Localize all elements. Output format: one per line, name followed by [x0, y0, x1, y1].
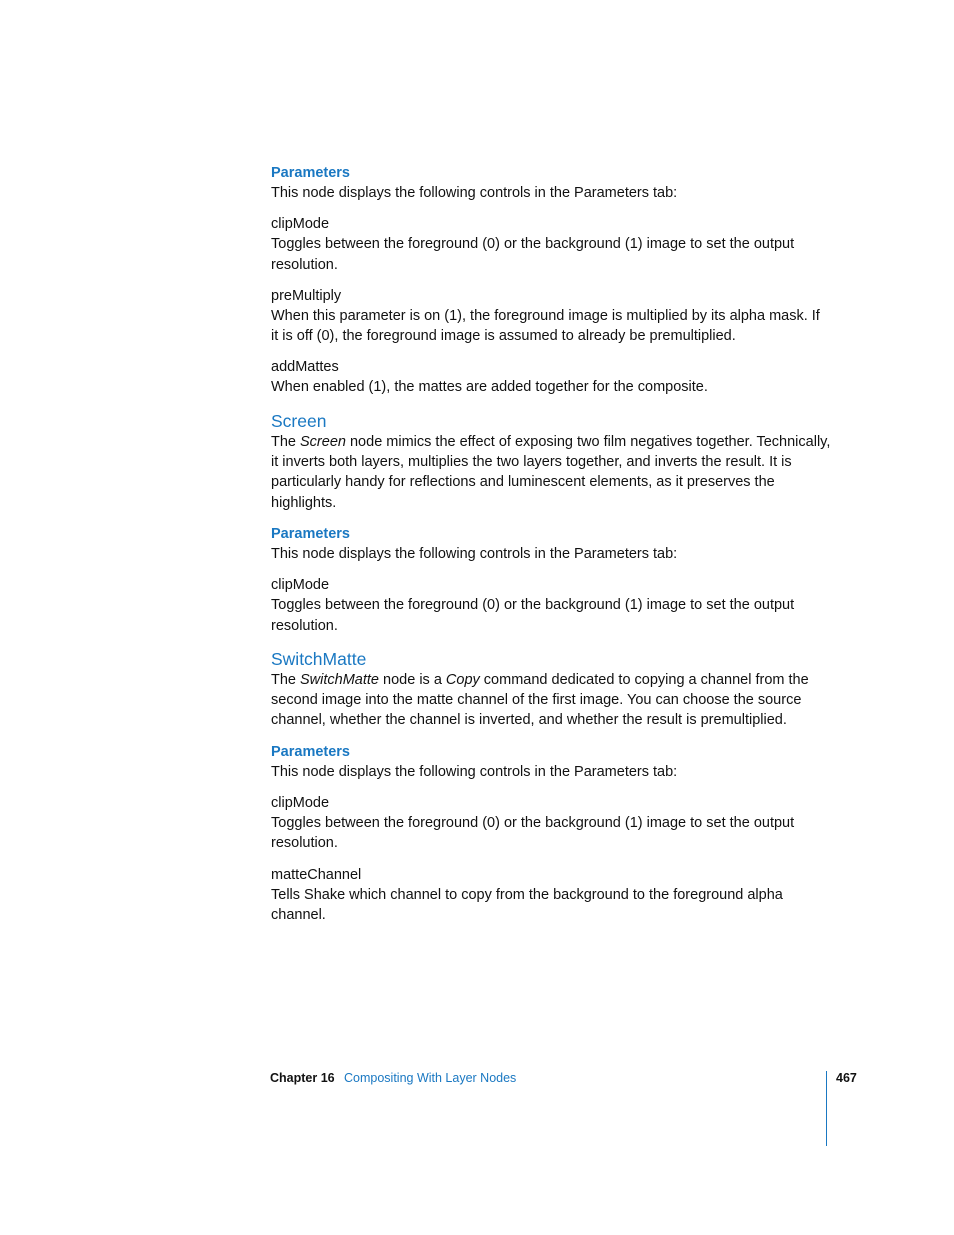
section-heading-switchmatte: SwitchMatte	[271, 648, 367, 669]
footer-chapter-label: Chapter 16	[270, 1071, 335, 1085]
parameter-name: preMultiply	[271, 287, 342, 304]
parameter-name: matteChannel	[271, 866, 362, 883]
paragraph: Tells Shake which channel to copy from the background to the foreground alpha channel.	[271, 886, 783, 923]
paragraph: Toggles between the foreground (0) or the background (1) image to set the output resolution.	[271, 815, 795, 852]
subheading-parameters: Parameters	[271, 525, 350, 542]
parameter-name: clipMode	[271, 216, 330, 233]
paragraph: This node displays the following controls in the Parameters tab:	[271, 545, 678, 562]
section-heading-screen: Screen	[271, 410, 327, 431]
paragraph: This node displays the following controls in the Parameters tab:	[271, 763, 678, 780]
paragraph: The SwitchMatte node is a Copy command dedicated to copying a channel from the second image into the matte channel of the first image. You can choose the source channel, whether the channel is inverted, and whether the result is premultiplied.	[271, 671, 809, 729]
parameter-name: clipMode	[271, 577, 330, 594]
paragraph: When enabled (1), the mattes are added together for the composite.	[271, 379, 708, 396]
subheading-parameters: Parameters	[271, 165, 350, 181]
subheading-parameters: Parameters	[271, 743, 350, 760]
paragraph: This node displays the following controls in the Parameters tab:	[271, 185, 678, 201]
paragraph: Toggles between the foreground (0) or the background (1) image to set the output resolution.	[271, 597, 795, 634]
footer-chapter-title: Compositing With Layer Nodes	[344, 1071, 517, 1085]
parameter-name: clipMode	[271, 795, 330, 812]
page-number: 467	[836, 1071, 857, 1085]
page-content	[271, 163, 831, 925]
parameter-name: addMattes	[271, 359, 339, 376]
paragraph: The Screen node mimics the effect of exposing two film negatives together. Technically, it inverts both layers, multiplies the two layers together, and inverts the result. It is particularly handy for reflections and luminescent elements, as it preserves the highlights.	[271, 433, 831, 511]
paragraph: Toggles between the foreground (0) or the background (1) image to set the output resolution.	[271, 236, 795, 273]
footer-divider	[826, 1071, 827, 1146]
paragraph: When this parameter is on (1), the foreground image is multiplied by its alpha mask. If it is off (0), the foreground image is assumed to already be premultiplied.	[271, 307, 820, 345]
